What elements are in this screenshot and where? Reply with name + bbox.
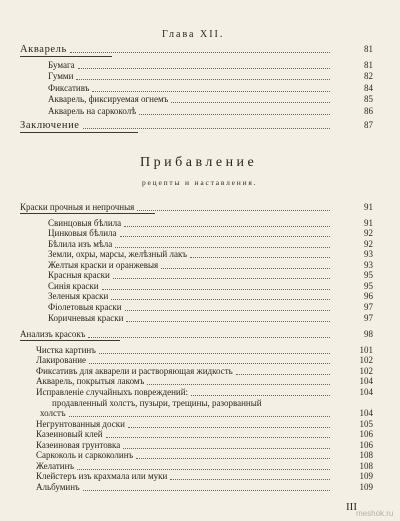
- toc-entry-page: 93: [364, 260, 373, 270]
- toc-entry-page: 84: [364, 83, 373, 93]
- dot-leader: [102, 289, 330, 290]
- toc-entry-page: 82: [364, 71, 373, 81]
- toc-entry-title: Казеиновая грунтовка: [36, 440, 121, 450]
- toc-entry-page: 96: [364, 291, 373, 301]
- dot-leader: [111, 299, 330, 300]
- toc-entry-title: Бѣлила изъ мѣла: [48, 239, 113, 249]
- toc-entry-title: Фиксативъ для акварели и растворяющая жидкость: [36, 366, 233, 376]
- toc-entry-page: 85: [364, 94, 373, 104]
- dot-leader: [128, 427, 330, 428]
- toc-entry-page: 87: [364, 120, 373, 130]
- toc-entry-title: Свинцовыя бѣлила: [48, 218, 122, 228]
- toc-entry-page: 108: [359, 461, 373, 471]
- toc-entry-title: Коричневыя краски: [48, 313, 124, 323]
- dot-leader: [170, 479, 330, 480]
- toc-entry-title: Негрунтованныя доски: [36, 419, 125, 429]
- dot-leader: [125, 310, 330, 311]
- toc-entry-page: 102: [359, 366, 373, 376]
- dot-leader: [136, 458, 330, 459]
- toc-entry-title: Анализъ красокъ: [20, 329, 86, 339]
- toc-entry-title: Зеленыя краски: [48, 291, 109, 301]
- toc-entry-page: 81: [364, 44, 373, 54]
- toc-entry-title: Желтыя краски и оранжевыя: [48, 260, 159, 270]
- toc-entry-page: 81: [364, 60, 373, 70]
- dot-leader: [70, 52, 330, 53]
- divider-rule: [20, 213, 155, 214]
- appendix-title: Прибавление: [140, 155, 258, 170]
- toc-entry-page: 102: [359, 355, 373, 365]
- toc-entry-page: 92: [364, 239, 373, 249]
- toc-entry-page: 97: [364, 313, 373, 323]
- toc-entry-page: 98: [364, 329, 373, 339]
- toc-entry-title: Акварель: [20, 44, 67, 55]
- toc-entry-title: Акварель, покрытыя лакомъ: [36, 376, 145, 386]
- toc-entry-title: Красныя краски: [48, 270, 110, 280]
- watermark: meshok.ru: [356, 509, 394, 518]
- toc-entry-title: Краски прочныя и непрочныя: [20, 202, 135, 212]
- dot-leader: [89, 363, 330, 364]
- dot-leader: [236, 374, 330, 375]
- dot-leader: [191, 395, 330, 396]
- toc-entry-title: Исправленіе случайныхъ повреждений:: [36, 387, 189, 397]
- toc-entry-page: 95: [364, 281, 373, 291]
- dot-leader: [137, 210, 330, 211]
- dot-leader: [147, 384, 330, 385]
- dot-leader: [139, 114, 330, 115]
- dot-leader: [69, 416, 330, 417]
- appendix-subtitle: рецепты и наставления.: [142, 178, 258, 187]
- toc-entry-title: Фиксативъ: [48, 83, 90, 93]
- toc-entry-title: Акварель, фиксируемая огнемъ: [48, 94, 169, 104]
- dot-leader: [99, 353, 330, 354]
- toc-entry-title: Альбуминъ: [36, 482, 80, 492]
- dot-leader: [113, 278, 330, 279]
- toc-entry-page: 105: [359, 419, 373, 429]
- toc-entry-title: Лакирование: [36, 355, 87, 365]
- toc-entry-title: Клейстеръ изъ крахмала или муки: [36, 471, 168, 481]
- toc-entry-page: 108: [359, 450, 373, 460]
- toc-entry-page: 106: [359, 440, 373, 450]
- toc-entry-page: 104: [359, 408, 373, 418]
- dot-leader: [126, 321, 330, 322]
- toc-entry-title: Саркоколь и саркоколинъ: [36, 450, 134, 460]
- toc-entry-title: Гумми: [48, 71, 74, 81]
- divider-rule: [20, 132, 138, 133]
- toc-entry-title: продавленный холстъ, пузыри, трещины, разорванный: [52, 398, 262, 408]
- toc-entry-title: Чистка картинъ: [36, 345, 96, 355]
- dot-leader: [77, 469, 330, 470]
- dot-leader: [123, 448, 330, 449]
- dot-leader: [78, 68, 330, 69]
- chapter-heading: Глава XII.: [162, 29, 225, 40]
- toc-entry-page: 86: [364, 106, 373, 116]
- toc-entry-title: холстъ: [40, 408, 66, 418]
- toc-entry-title: Земли, охры, марсы, желѣзный лакъ: [48, 249, 187, 259]
- dot-leader: [115, 247, 330, 248]
- dot-leader: [92, 91, 330, 92]
- toc-entry-title: Цинковыя бѣлила: [48, 228, 117, 238]
- toc-entry-page: 101: [359, 345, 373, 355]
- dot-leader: [124, 226, 330, 227]
- dot-leader: [106, 437, 330, 438]
- toc-entry-page: 104: [359, 376, 373, 386]
- toc-entry-page: 91: [364, 202, 373, 212]
- toc-entry-page: 97: [364, 302, 373, 312]
- toc-entry-page: 104: [359, 387, 373, 397]
- toc-entry-page: 106: [359, 429, 373, 439]
- toc-entry-title: Акварель на саркоколѣ: [48, 106, 137, 116]
- dot-leader: [83, 490, 330, 491]
- dot-leader: [190, 257, 330, 258]
- dot-leader: [120, 236, 331, 237]
- toc-entry-title: Синія краски: [48, 281, 99, 291]
- dot-leader: [76, 79, 330, 80]
- dot-leader: [161, 268, 330, 269]
- toc-entry-page: 91: [364, 218, 373, 228]
- toc-entry-title: Бумага: [48, 60, 75, 70]
- divider-rule: [20, 340, 120, 341]
- toc-entry-title: Казеиновый клей: [36, 429, 103, 439]
- toc-entry-page: 92: [364, 228, 373, 238]
- toc-entry-page: 93: [364, 249, 373, 259]
- dot-leader: [88, 337, 330, 338]
- dot-leader: [171, 102, 330, 103]
- toc-entry-page: 95: [364, 270, 373, 280]
- toc-entry-page: 109: [359, 471, 373, 481]
- dot-leader: [83, 128, 330, 129]
- toc-entry-title: Фіолетовыя краски: [48, 302, 122, 312]
- toc-entry-page: 109: [359, 482, 373, 492]
- page-folio: III: [346, 501, 357, 513]
- toc-entry-title: Желатинъ: [36, 461, 75, 471]
- toc-entry-title: Заключение: [20, 120, 80, 131]
- divider-rule: [20, 56, 112, 57]
